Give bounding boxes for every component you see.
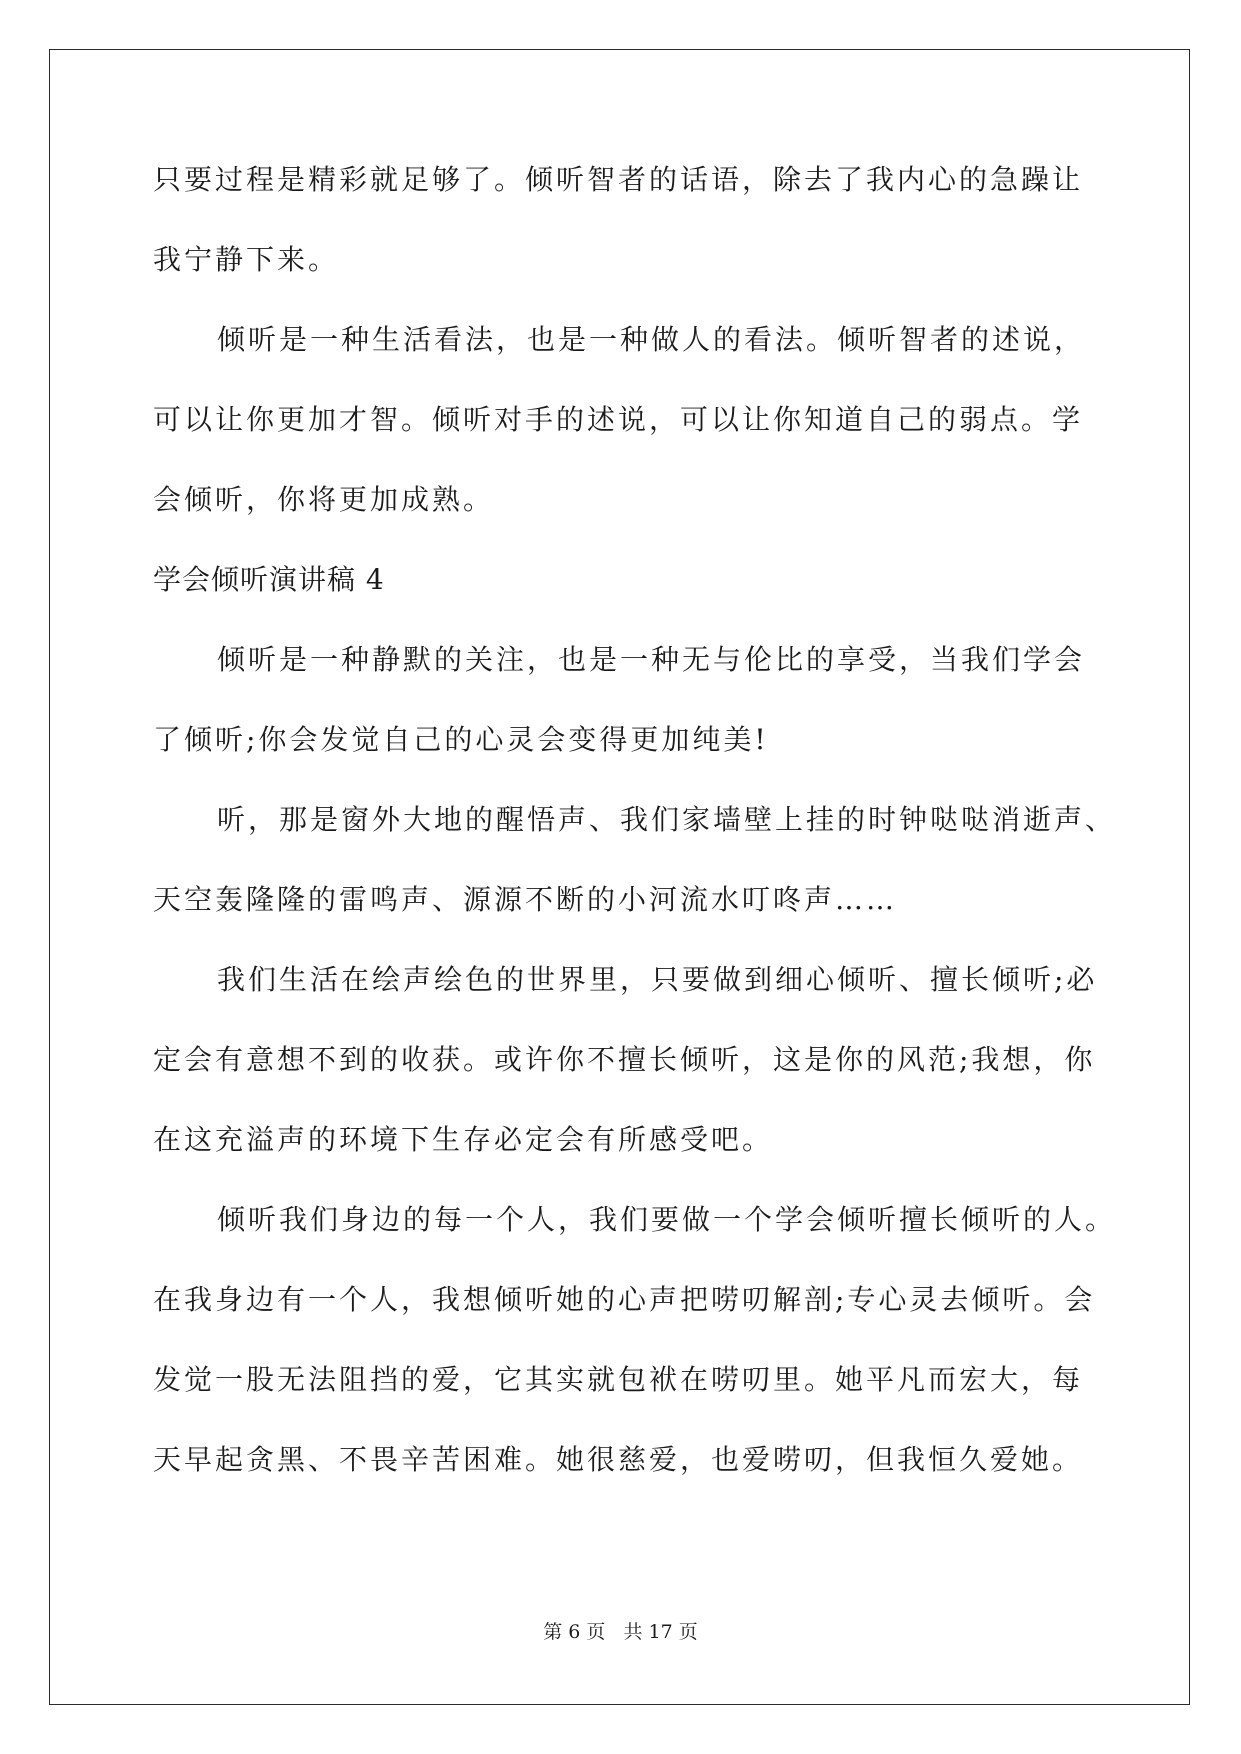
text-line: 可以让你更加才智。倾听对手的述说，可以让你知道自己的弱点。学 bbox=[153, 403, 1084, 436]
text-line: 发觉一股无法阻挡的爱，它其实就包袱在唠叨里。她平凡而宏大，每 bbox=[153, 1363, 1084, 1396]
paragraph-first-line: 倾听是一种静默的关注，也是一种无与伦比的享受，当我们学会 bbox=[217, 643, 1086, 676]
paragraph-first-line: 倾听是一种生活看法，也是一种做人的看法。倾听智者的述说， bbox=[217, 323, 1086, 356]
section-heading: 学会倾听演讲稿 4 bbox=[153, 563, 385, 596]
text-line: 了倾听;你会发觉自己的心灵会变得更加纯美! bbox=[153, 723, 769, 756]
page-total: 共 17 页 bbox=[623, 1621, 698, 1643]
page-footer bbox=[0, 1620, 1241, 1644]
text-line: 天早起贪黑、不畏辛苦困难。她很慈爱，也爱唠叨，但我恒久爱她。 bbox=[153, 1443, 1084, 1476]
page-number: 第 6 页 bbox=[543, 1621, 606, 1643]
text-line: 只要过程是精彩就足够了。倾听智者的话语，除去了我内心的急躁让 bbox=[153, 163, 1084, 196]
text-line: 会倾听，你将更加成熟。 bbox=[153, 483, 495, 516]
text-line: 天空轰隆隆的雷鸣声、源源不断的小河流水叮咚声…… bbox=[153, 883, 898, 916]
document-body bbox=[153, 160, 1117, 1520]
text-line: 我宁静下来。 bbox=[153, 243, 340, 276]
paragraph-first-line: 倾听我们身边的每一个人，我们要做一个学会倾听擅长倾听的人。 bbox=[217, 1203, 1117, 1236]
text-line: 在这充溢声的环境下生存必定会有所感受吧。 bbox=[153, 1123, 774, 1156]
paragraph-first-line: 听，那是窗外大地的醒悟声、我们家墙壁上挂的时钟哒哒消逝声、 bbox=[217, 803, 1117, 836]
text-line: 在我身边有一个人，我想倾听她的心声把唠叨解剖;专心灵去倾听。会 bbox=[153, 1283, 1096, 1316]
paragraph-first-line: 我们生活在绘声绘色的世界里，只要做到细心倾听、擅长倾听;必 bbox=[217, 963, 1098, 996]
text-line: 定会有意想不到的收获。或许你不擅长倾听，这是你的风范;我想，你 bbox=[153, 1043, 1096, 1076]
